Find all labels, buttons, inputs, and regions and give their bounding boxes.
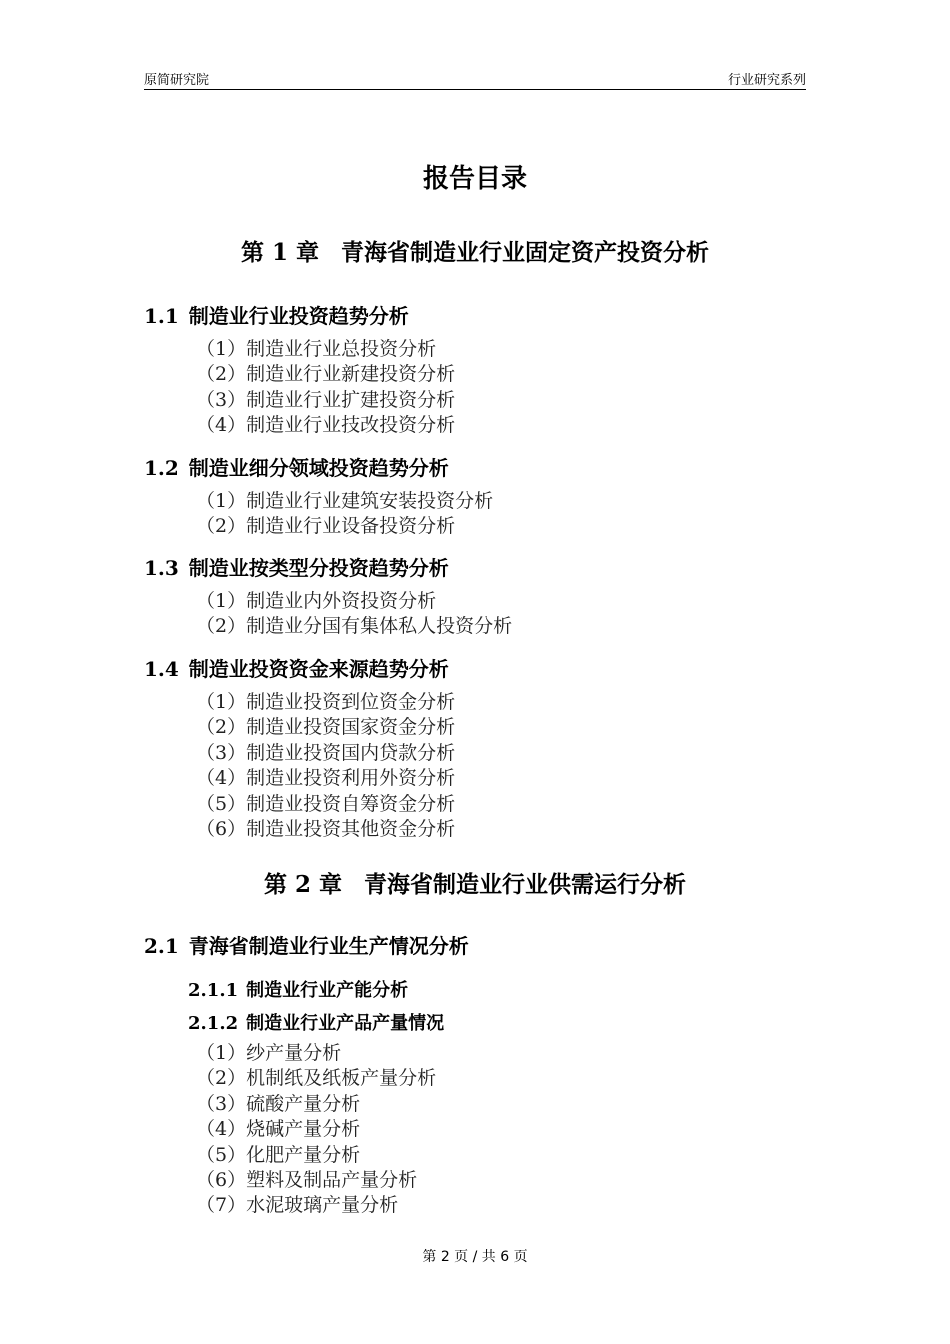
list-item: （4）烧碱产量分析 xyxy=(196,1118,361,1141)
chapter-number: 第 1 章 xyxy=(240,239,320,266)
report-toc-title: 报告目录 xyxy=(422,164,527,194)
list-item: （1）制造业内外资投资分析 xyxy=(196,590,437,612)
section-number: 1.4 xyxy=(144,657,179,681)
section-number: 2.1 xyxy=(144,934,179,958)
section-1-3-heading xyxy=(144,552,449,581)
section-title: 制造业细分领域投资趋势分析 xyxy=(188,456,449,480)
section-1-4-heading xyxy=(144,653,449,682)
section-title: 制造业投资资金来源趋势分析 xyxy=(188,657,449,681)
section-2-1-heading xyxy=(144,930,469,959)
page-footer: 第 2 页 / 共 6 页 xyxy=(422,1249,528,1265)
section-1-3-list xyxy=(196,589,512,640)
subsection-title: 制造业行业产能分析 xyxy=(246,980,409,1001)
chapter-title: 青海省制造业行业固定资产投资分析 xyxy=(341,239,710,266)
list-item: （2）制造业行业新建投资分析 xyxy=(196,363,456,386)
subsection-2-1-1-heading xyxy=(188,976,408,1002)
section-number: 1.2 xyxy=(144,456,179,480)
list-item: （5）化肥产量分析 xyxy=(196,1143,361,1166)
subsection-number: 2.1.2 xyxy=(188,1013,239,1034)
list-item: （1）制造业投资到位资金分析 xyxy=(196,691,456,713)
header-org: 原简研究院 xyxy=(144,73,210,88)
section-title: 制造业按类型分投资趋势分析 xyxy=(188,556,449,580)
section-1-2-list xyxy=(196,489,493,540)
list-item: （6）塑料及制品产量分析 xyxy=(196,1169,418,1192)
subsection-2-1-2-heading xyxy=(188,1009,444,1035)
section-number: 1.1 xyxy=(144,304,179,328)
list-item: （3）制造业投资国内贷款分析 xyxy=(196,741,456,764)
chapter-2-heading xyxy=(0,866,950,899)
header-series: 行业研究系列 xyxy=(727,73,806,88)
list-item: （1）制造业行业建筑安装投资分析 xyxy=(196,490,494,512)
subsection-number: 2.1.1 xyxy=(188,980,239,1001)
chapter-title: 青海省制造业行业供需运行分析 xyxy=(364,871,687,898)
list-item: （1）纱产量分析 xyxy=(196,1042,342,1064)
chapter-number: 第 2 章 xyxy=(263,871,343,898)
list-item: （3）硫酸产量分析 xyxy=(196,1092,361,1115)
subsection-title: 制造业行业产品产量情况 xyxy=(246,1013,445,1034)
page-header xyxy=(144,69,806,90)
list-item: （2）制造业行业设备投资分析 xyxy=(196,515,456,538)
section-1-4-list xyxy=(196,690,455,842)
section-1-1-heading xyxy=(144,300,409,329)
section-1-2-heading xyxy=(144,452,449,481)
list-item: （1）制造业行业总投资分析 xyxy=(196,338,437,360)
list-item: （2）机制纸及纸板产量分析 xyxy=(196,1067,437,1090)
list-item: （3）制造业行业扩建投资分析 xyxy=(196,388,456,411)
list-item: （6）制造业投资其他资金分析 xyxy=(196,818,456,841)
list-item: （2）制造业投资国家资金分析 xyxy=(196,716,456,739)
list-item: （4）制造业投资利用外资分析 xyxy=(196,767,456,790)
section-number: 1.3 xyxy=(144,556,179,580)
subsection-2-1-2-list xyxy=(196,1041,436,1219)
list-item: （5）制造业投资自筹资金分析 xyxy=(196,792,456,815)
list-item: （2）制造业分国有集体私人投资分析 xyxy=(196,615,513,638)
chapter-1-heading xyxy=(0,234,950,267)
section-title: 制造业行业投资趋势分析 xyxy=(188,304,409,328)
list-item: （4）制造业行业技改投资分析 xyxy=(196,414,456,437)
section-1-1-list xyxy=(196,337,455,439)
section-title: 青海省制造业行业生产情况分析 xyxy=(188,934,469,958)
list-item: （7）水泥玻璃产量分析 xyxy=(196,1194,399,1217)
